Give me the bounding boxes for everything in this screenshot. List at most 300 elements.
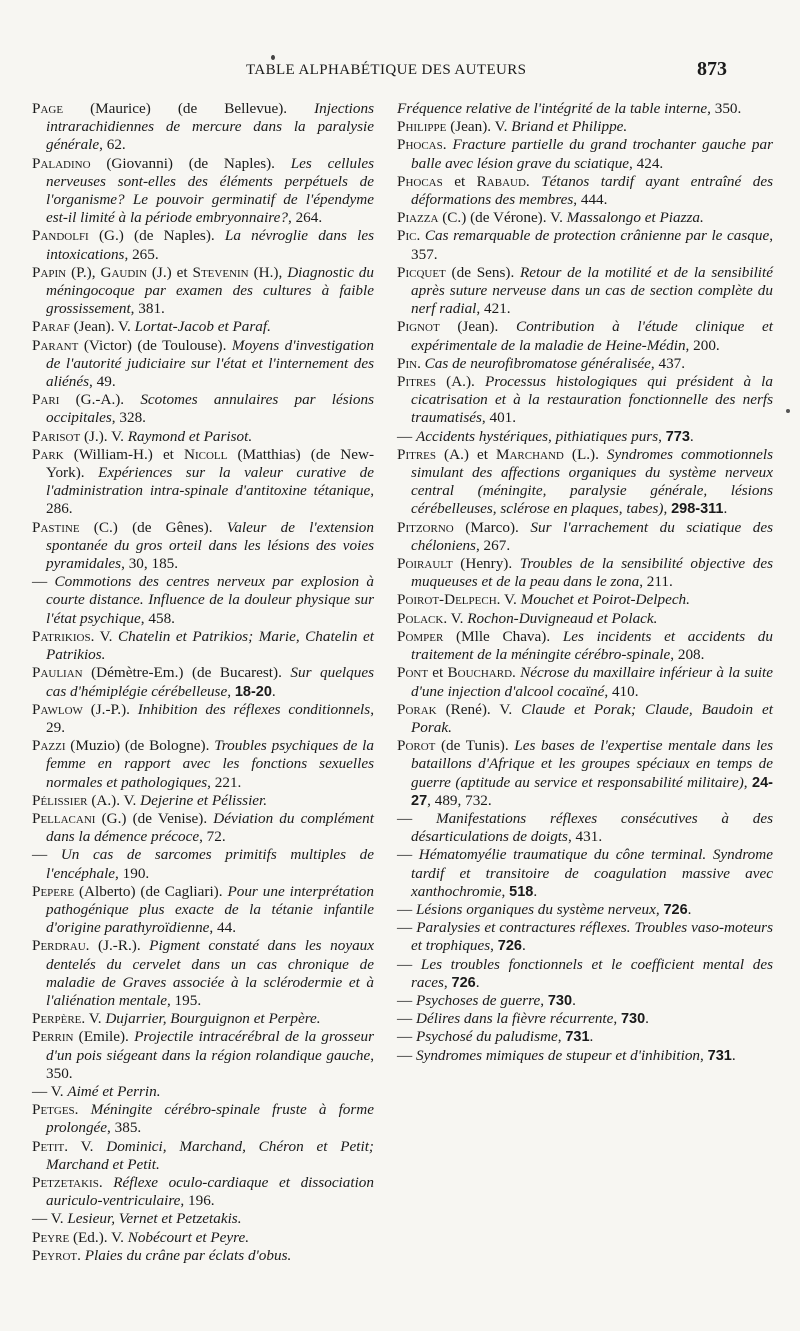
index-entry	[397, 227, 773, 263]
title-text: Un cas de sarcomes primitifs multiples de l'encéphale	[46, 846, 374, 882]
index-entry	[397, 446, 773, 519]
index-entry	[32, 810, 374, 846]
entry-text: et	[428, 664, 448, 682]
title-text: Sur quelques cas d'hémiplégie cérébelleuse	[46, 664, 374, 700]
title-text: Diagnostic du méningocoque par examen des cultures à faible grossissement	[46, 263, 374, 318]
title-text: Les incidents et accidents du traitement de la méningite cérébro-spinale	[411, 627, 773, 664]
entry-text: .	[521, 937, 526, 955]
page-ref-bold: 731	[707, 1047, 732, 1064]
entry-text: , 200.	[685, 336, 720, 354]
title-text: Inhibition des réflexes conditionnels	[137, 700, 371, 718]
index-entry	[397, 264, 773, 319]
title-text: Retour de la motilité et de la sensibilité après suture nerveuse dans un cas de section complète du nerf radial	[411, 263, 773, 318]
entry-text: ,	[227, 682, 235, 700]
author-name: Petzetakis	[32, 1173, 99, 1191]
title-text: Déviation du complément dans la démence précoce	[46, 809, 374, 846]
entry-text: , 195.	[166, 991, 202, 1009]
entry-text: .	[77, 1246, 85, 1264]
author-name: Rabaud	[476, 172, 526, 190]
entry-text: —	[32, 573, 55, 591]
title-text: Nécrose du maxillaire inférieur à la suite d'une injection d'alcool cocaïné	[411, 664, 773, 700]
entry-text: (C.) (de Vérone). V.	[438, 209, 567, 227]
index-entry	[32, 428, 374, 446]
index-entry	[397, 737, 773, 810]
index-entry	[32, 1010, 374, 1028]
title-text: Dominici, Marchand, Chéron et Petit; Marchand et Petit.	[46, 1137, 374, 1173]
author-name: Pari	[32, 391, 60, 409]
entry-text: (G.) (de Naples).	[88, 227, 225, 245]
index-entry	[32, 664, 374, 700]
entry-text: (Jean). V.	[69, 318, 135, 336]
index-entry	[32, 519, 374, 574]
title-text: Expériences sur la valeur curative de l'administration intra-spinale d'antitoxine tétanique	[46, 464, 375, 500]
title-text: Raymond et Parisot.	[127, 427, 253, 445]
page-ref-bold: 726	[451, 974, 476, 991]
title-text: Aimé et Perrin.	[67, 1082, 161, 1100]
entry-text: —	[397, 991, 416, 1009]
author-name: Peyrot	[32, 1246, 78, 1264]
entry-text: —	[397, 919, 417, 937]
author-name: Pin	[397, 354, 418, 372]
title-text: Contribution à l'étude clinique et expérimentale de la maladie de Heine-Médin	[411, 318, 773, 354]
author-name: Porot	[397, 737, 436, 755]
entry-text: (Jean).	[439, 318, 516, 336]
index-entry	[32, 264, 374, 319]
entry-text: (de Tunis).	[435, 737, 515, 755]
index-entry	[397, 173, 773, 209]
author-name: Pélissier	[32, 791, 88, 809]
entry-text: , 44.	[209, 919, 236, 937]
entry-text: (Emile).	[73, 1028, 135, 1046]
title-text: Cas remarquable de protection crânienne par le casque	[424, 227, 770, 245]
entry-text: (A.).	[436, 373, 485, 391]
entry-text: —	[397, 955, 421, 973]
title-text: Commotions des centres nerveux par explosion à courte distance. Influence de la douleur physique sur l'état psychique	[46, 573, 374, 627]
author-name: Perpère	[32, 1010, 82, 1028]
index-entry	[397, 701, 773, 737]
title-text: Lortat-Jacob et Paraf.	[134, 318, 271, 336]
index-entry	[397, 1028, 773, 1046]
entry-text: .	[74, 1101, 91, 1119]
index-entry	[32, 1101, 374, 1137]
author-name: Stevenin	[192, 263, 249, 281]
title-text: La névroglie dans les intoxications	[46, 227, 374, 263]
entry-text: —	[397, 1046, 416, 1064]
index-entry	[32, 1174, 374, 1210]
index-entry	[32, 155, 374, 228]
entry-text: (G.-A.).	[59, 391, 141, 409]
entry-text: , 410.	[604, 682, 639, 700]
entry-text: , 30, 185.	[121, 555, 179, 573]
author-name: Perrin	[32, 1028, 74, 1046]
author-name: Piazza	[397, 209, 439, 227]
entry-text: (J.). V.	[80, 427, 128, 445]
author-name: Papin	[32, 263, 67, 281]
entry-text: , 211.	[639, 573, 673, 591]
entry-text: (Giovanni) (de Naples).	[90, 154, 291, 172]
entry-text: .	[525, 172, 542, 190]
entry-text: (C.) (de Gênes).	[79, 518, 227, 536]
title-text: Psychosé du paludisme	[415, 1028, 558, 1046]
index-entry	[397, 846, 773, 901]
index-entry	[397, 992, 773, 1010]
index-entry	[32, 100, 374, 155]
author-name: Bouchard	[447, 664, 513, 682]
title-text: Pigment constaté dans les noyaux dentelés du cervelet dans un cas chronique de maladie de Graves associée à la sclérodermie et à l'aliénation mentale	[46, 937, 374, 1009]
index-entry	[397, 610, 773, 628]
title-text: Paralysies et contractures réflexes. Troubles vaso-moteurs et trophiques	[411, 919, 773, 955]
entry-text: ,	[658, 427, 666, 445]
entry-text: .	[723, 500, 728, 518]
title-text: Cas de neurofibromatose généralisée	[424, 354, 651, 372]
author-name: Patrikios	[32, 627, 91, 645]
author-name: Phocas	[397, 172, 443, 190]
page-ref-bold: 730	[620, 1011, 646, 1028]
author-name: Petges	[32, 1101, 75, 1119]
index-entry	[32, 1083, 374, 1101]
entry-text: . (J.-R.).	[85, 937, 150, 955]
entry-text: .	[416, 227, 425, 245]
entry-text: ,	[540, 991, 548, 1009]
running-title: TABLE ALPHABÉTIQUE DES AUTEURS	[246, 62, 527, 78]
entry-text: , 385.	[107, 1119, 142, 1137]
author-name: Pitzorno	[397, 518, 454, 536]
entry-text: .	[475, 973, 480, 991]
entry-text: — V.	[32, 1210, 68, 1228]
entry-text: , 350.	[707, 100, 742, 117]
index-entry	[397, 209, 773, 227]
index-entry	[32, 628, 374, 664]
author-name: Picquet	[397, 263, 446, 281]
title-text: Manifestations réflexes consécutives à des désarticulations de doigts	[411, 809, 774, 846]
entry-text: . V.	[443, 609, 468, 627]
index-entry	[32, 792, 374, 810]
author-name: Pepere	[32, 882, 75, 900]
title-text: Syndromes commotionnels simulant des affections organiques du système nerveux central (méningite, paralysie générale, lésions cérébelleuses, sclérose en plaques, tabes)	[411, 445, 773, 518]
entry-text: , 286.	[46, 482, 374, 518]
author-name: Pitres	[397, 373, 437, 391]
entry-text: (J.-P.).	[82, 700, 138, 718]
title-text: Valeur de l'extension spontanée du gros orteil dans les lésions des voies pyramidales	[46, 518, 374, 573]
entry-text: —	[397, 427, 416, 445]
page-ref-bold: 730	[547, 992, 573, 1009]
entry-text: .	[689, 427, 694, 445]
index-entry	[397, 355, 773, 373]
entry-text: (Ed.). V.	[69, 1228, 128, 1246]
entry-text: —	[397, 809, 436, 827]
entry-text: —	[397, 846, 419, 864]
page-ref-bold: 18-20	[234, 683, 272, 700]
title-text: Hématomyélie traumatique du cône terminal. Syndrome tardif et transitoire de coagulation massive avec xanthochromie	[411, 846, 773, 900]
index-entry	[32, 573, 374, 628]
entry-text: .	[442, 136, 453, 154]
title-text: Troubles de la sensibilité objective des muqueuses et de la peau dans le zona	[411, 555, 773, 591]
title-text: Dejerine et Pélissier.	[140, 791, 268, 809]
index-entry	[397, 118, 773, 136]
entry-text: (Démètre-Em.) (de Bucarest).	[82, 664, 291, 682]
entry-text: ,	[700, 1046, 708, 1064]
entry-text: , 421.	[476, 300, 511, 318]
index-entry	[32, 1210, 374, 1228]
index-entry	[32, 227, 374, 263]
entry-text: (Henry).	[452, 555, 520, 573]
author-name: Pont	[397, 664, 429, 682]
index-entry	[397, 136, 773, 172]
index-entry	[397, 519, 773, 555]
index-entry	[32, 1247, 374, 1265]
entry-text: , 190.	[115, 864, 150, 882]
entry-text: .	[589, 1028, 594, 1046]
title-text: Scotomes annulaires par lésions occipitales	[46, 391, 374, 427]
entry-text: ,	[501, 882, 510, 900]
title-text: Accidents hystériques, pithiatiques purs	[415, 427, 659, 445]
entry-text: (A.) et	[436, 445, 496, 463]
author-name: Paulian	[32, 664, 83, 682]
title-text: Moyens d'investigation de l'autorité judiciaire sur l'état et l'internement des aliénés	[46, 336, 374, 391]
author-name: Petit	[32, 1137, 65, 1155]
entry-text: (Victor) (de Toulouse).	[78, 336, 232, 354]
entry-text: —	[397, 1010, 416, 1028]
title-text: Briand et Philippe.	[511, 118, 628, 136]
entry-text: , 265.	[124, 245, 159, 263]
author-name: Pignot	[397, 318, 440, 336]
author-name: Perdrau	[32, 937, 86, 955]
author-name: Philippe	[397, 118, 447, 136]
entry-text: . V.	[81, 1010, 106, 1028]
title-text: Les bases de l'expertise mentale dans les bataillons d'Afrique et les groupes spéciaux en temps de guerre (aptitude au service et responsabilité militaire)	[411, 737, 773, 791]
index-entry	[397, 664, 773, 700]
index-entry	[32, 701, 374, 737]
index-entry	[397, 591, 773, 609]
index-entry	[397, 100, 773, 118]
title-text: Méningite cérébro-spinale fruste à forme prolongée	[46, 1101, 375, 1137]
title-text: Plaies du crâne par éclats d'obus.	[84, 1246, 292, 1264]
entry-text: (de Sens).	[445, 263, 521, 281]
index-entry	[32, 391, 374, 427]
entry-text: (L.).	[563, 445, 607, 463]
entry-text: (Muzio) (de Bologne).	[65, 737, 215, 755]
entry-text: (Matthias) (de New-York).	[46, 445, 375, 482]
page-ref-bold: 731	[565, 1029, 590, 1046]
entry-text: , 29.	[46, 700, 374, 736]
title-text: Nobécourt et Peyre.	[127, 1228, 250, 1246]
title-text: Claude et Porak; Claude, Baudoin et Porak.	[411, 700, 773, 736]
entry-text: , 196.	[180, 1192, 215, 1210]
title-text: Chatelin et Patrikios; Marie, Chatelin et Patrikios.	[46, 627, 375, 664]
entry-text: , 424.	[629, 154, 664, 172]
title-text: Pour une interprétation pathogénique plus exacte de la tétanie infantile d'origine parathyroïdienne	[46, 882, 374, 937]
index-entry	[32, 318, 374, 336]
author-name: Poirault	[397, 555, 453, 573]
entry-text: (Mlle Chava).	[443, 627, 563, 645]
entry-text: .	[533, 882, 538, 900]
entry-text: — V.	[32, 1082, 68, 1100]
title-text: Lésions organiques du système nerveux	[415, 900, 656, 918]
author-name: Peyre	[32, 1228, 70, 1246]
entry-text: , 437.	[650, 354, 686, 372]
entry-text: , 49.	[89, 373, 116, 391]
entry-text: ,	[490, 937, 498, 955]
entry-text: (Marco).	[453, 518, 531, 536]
entry-text: , 381.	[130, 300, 165, 318]
index-entry	[32, 1028, 374, 1083]
title-text: Massalongo et Piazza.	[566, 209, 704, 227]
title-text: Tétanos tardif ayant entraîné des déformations des membres	[411, 172, 773, 209]
right-column	[397, 100, 773, 1065]
page-number: 873	[697, 58, 727, 80]
entry-text: , 72.	[199, 828, 226, 846]
index-entry	[32, 937, 374, 1010]
entry-text: , 444.	[573, 191, 608, 209]
author-name: Phocas	[397, 136, 443, 154]
author-name: Pastine	[32, 518, 80, 536]
title-text: Délires dans la fièvre récurrente	[415, 1010, 614, 1028]
index-entry	[397, 956, 773, 992]
index-entry	[32, 883, 374, 938]
entry-text: , 264.	[287, 209, 323, 227]
entry-text: —	[32, 846, 61, 864]
entry-text: (P.),	[66, 263, 101, 281]
title-text: Projectile intracérébral de la grosseur d'un pois siégeant dans la région rolandique gauche	[46, 1028, 374, 1064]
left-column	[32, 100, 374, 1265]
entry-text: , 208.	[670, 646, 705, 664]
title-text: Les troubles fonctionnels et le coefficient mental des races	[411, 955, 773, 991]
index-entry	[32, 1138, 374, 1174]
author-name: Pellacani	[32, 809, 96, 827]
entry-text: (Maurice) (de Bellevue).	[63, 100, 315, 117]
margin-mark	[786, 409, 790, 413]
index-entry	[397, 555, 773, 591]
index-entry	[397, 1047, 773, 1065]
page-ref-bold: 726	[663, 901, 688, 918]
author-name: Pawlow	[32, 700, 83, 718]
entry-text: ,	[663, 500, 672, 518]
title-text: Rochon-Duvigneaud et Polack.	[467, 609, 658, 627]
entry-text: , 62.	[99, 136, 126, 154]
title-text: Injections intrarachidiennes de mercure dans la paralysie générale	[46, 100, 374, 154]
entry-text: , 431.	[567, 828, 603, 846]
title-text: Syndromes mimiques de stupeur et d'inhibition	[415, 1046, 701, 1064]
entry-text: , 401.	[481, 409, 517, 427]
author-name: Pazzi	[32, 737, 66, 755]
author-name: Pitres	[397, 445, 437, 463]
title-text: Lesieur, Vernet et Petzetakis.	[67, 1210, 242, 1228]
entry-text: (René). V.	[436, 700, 522, 718]
index-entry	[32, 446, 374, 519]
index-entry	[397, 1010, 773, 1028]
entry-text: ,	[613, 1010, 621, 1028]
entry-text: ,	[655, 900, 664, 918]
title-text: Réflexe oculo-cardiaque et dissociation auriculo-ventriculaire	[46, 1173, 374, 1210]
entry-text: (Jean). V.	[446, 118, 512, 136]
title-text: Sur l'arrachement du sciatique des chéloniens	[411, 518, 773, 554]
entry-text: .	[731, 1046, 736, 1064]
page-ref-bold: 773	[665, 428, 690, 445]
index-entry	[397, 901, 773, 919]
entry-text: (H.),	[248, 263, 288, 281]
page-ref-bold: 726	[497, 938, 522, 955]
page-ref-bold: 298-311	[671, 501, 724, 518]
entry-text: .	[645, 1010, 649, 1028]
title-text: Psychoses de guerre	[415, 991, 541, 1009]
title-text: Fréquence relative de l'intégrité de la table interne	[397, 100, 708, 117]
title-text: Troubles psychiques de la femme en rapport avec les fonctions sexuelles normales et pathologiques	[46, 737, 374, 791]
index-entry	[397, 628, 773, 664]
author-name: Poirot-Delpech	[397, 591, 497, 609]
title-text: Dujarrier, Bourguignon et Perpère.	[105, 1010, 321, 1028]
entry-text: , 357.	[411, 227, 774, 263]
index-entry	[32, 737, 374, 792]
index-entry	[32, 337, 374, 392]
entry-text: .	[98, 1173, 114, 1191]
entry-text: ,	[557, 1028, 566, 1046]
entry-text: , 328.	[111, 409, 146, 427]
author-name: Paraf	[32, 318, 70, 336]
index-entry	[32, 846, 374, 882]
page-ref-bold: 518	[509, 883, 534, 900]
entry-text: , 221.	[207, 773, 242, 791]
author-name: Marchand	[495, 445, 564, 463]
title-text: Processus histologiques qui président à la cicatrisation et à la restauration fonctionnelle des nerfs traumatisés	[411, 373, 773, 427]
entry-text: .	[417, 354, 425, 372]
entry-text: . V.	[90, 627, 119, 645]
author-name: Porak	[397, 700, 437, 718]
ink-dot	[271, 55, 275, 60]
index-entry	[397, 919, 773, 955]
author-name: Park	[32, 445, 64, 463]
title-text: Mouchet et Poirot-Delpech.	[520, 591, 690, 609]
title-text: Les cellules nerveuses sont-elles des éléments perpétuels de l'organisme? Le pouvoir germinatif de l'épendyme est-il limité à la période embryonnaire?	[46, 154, 374, 227]
entry-text: (G.) (de Venise).	[95, 809, 214, 827]
entry-text: —	[397, 900, 416, 918]
entry-text: , 489, 732.	[427, 791, 492, 809]
entry-text: . V.	[64, 1137, 107, 1155]
entry-text: .	[687, 900, 692, 918]
entry-text: —	[397, 1028, 416, 1046]
entry-text: .	[512, 664, 521, 682]
index-entry	[397, 810, 773, 846]
author-name: Page	[32, 100, 64, 117]
page-ref-bold: 24-27	[411, 774, 773, 809]
entry-text: (J.) et	[146, 263, 193, 281]
author-name: Polack	[397, 609, 444, 627]
entry-text: , 350.	[46, 1046, 374, 1082]
author-name: Pic	[397, 227, 417, 245]
author-name: Parisot	[32, 427, 81, 445]
entry-text: et	[442, 172, 477, 190]
author-name: Pomper	[397, 627, 444, 645]
entry-text: , 267.	[475, 536, 511, 554]
entry-text: .	[572, 991, 576, 1009]
entry-text: .	[271, 682, 276, 700]
entry-text: , 458.	[140, 609, 175, 627]
index-entry	[397, 318, 773, 354]
index-entry	[397, 428, 773, 446]
entry-text: ,	[443, 973, 452, 991]
author-name: Nicoll	[184, 445, 228, 463]
entry-text: ,	[743, 773, 753, 791]
entry-text: (Alberto) (de Cagliari).	[74, 882, 228, 900]
entry-text: (William-H.) et	[63, 445, 184, 463]
author-name: Gaudin	[100, 263, 147, 281]
title-text: Fracture partielle du grand trochanter gauche par balle avec lésion grave du sciatique	[411, 136, 773, 172]
index-entry	[32, 1229, 374, 1247]
author-name: Paladino	[32, 154, 91, 172]
index-entry	[397, 373, 773, 428]
author-name: Pandolfi	[32, 227, 89, 245]
entry-text: . V.	[496, 591, 521, 609]
author-name: Parant	[32, 336, 79, 354]
